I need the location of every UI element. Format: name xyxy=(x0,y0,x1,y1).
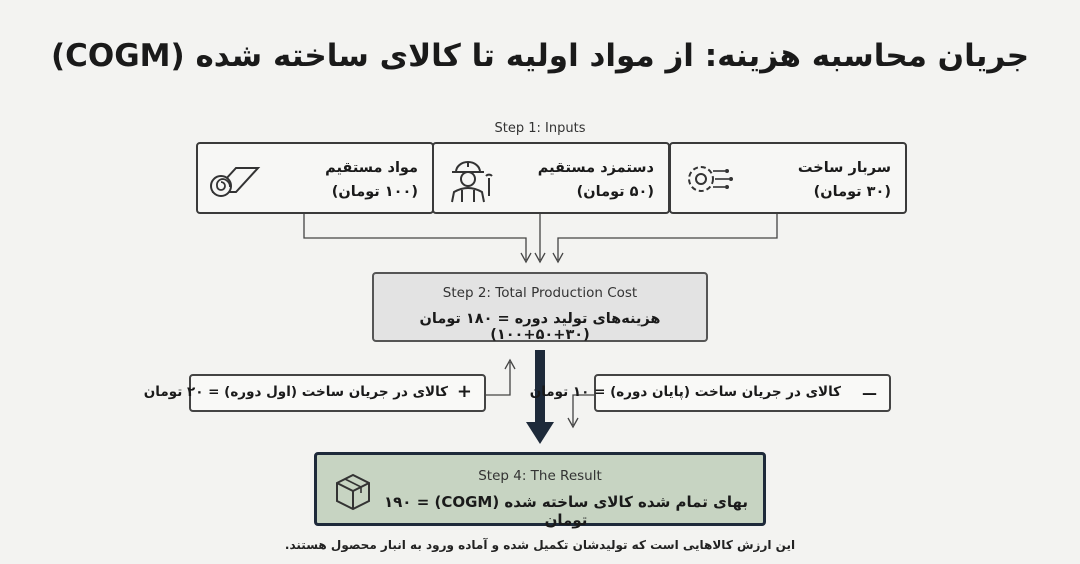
input-box-labor xyxy=(432,142,670,214)
input-name-overhead: سربار ساخت xyxy=(797,160,891,176)
worker-icon xyxy=(442,154,498,204)
step2-box xyxy=(372,272,708,342)
input-name-labor: دستمزد مستقیم xyxy=(537,160,654,176)
box-icon xyxy=(331,469,375,513)
input-amount-labor: (۵۰ تومان) xyxy=(576,184,654,200)
paper-roll-icon xyxy=(206,154,262,204)
wip-end-box xyxy=(529,374,891,412)
wip-end-text: کالای در جریان ساخت (پایان دوره) = ۱۰ تومان xyxy=(529,384,841,400)
page-title: جریان محاسبه هزینه: از مواد اولیه تا کالای ساخته شده (COGM) xyxy=(50,38,1030,74)
input-name-materials: مواد مستقیم xyxy=(325,160,418,176)
wip-begin-box xyxy=(143,374,486,412)
step2-label: Step 2: Total Production Cost xyxy=(442,285,638,301)
input-box-overhead xyxy=(669,142,907,214)
plus-icon: + xyxy=(456,381,472,402)
wip-begin-text: کالای در جریان ساخت (اول دوره) = ۲۰ تومان xyxy=(143,384,448,400)
input-amount-materials: (۱۰۰ تومان) xyxy=(331,184,418,200)
input-amount-overhead: (۳۰ تومان) xyxy=(813,184,891,200)
connector-overhead xyxy=(558,214,777,260)
connector-materials xyxy=(304,214,526,260)
step2-formula: هزینه‌های تولید دوره = ۱۸۰ تومان (۳۰+۵۰+۱۰۰) xyxy=(419,311,661,343)
minus-icon: — xyxy=(862,384,877,402)
step4-label: Step 4: The Result xyxy=(478,468,602,484)
footer-note: این ارزش کالاهایی است که تولیدشان تکمیل شده و آماده ورود به انبار محصول هستند. xyxy=(284,538,796,552)
main-arrow-head xyxy=(526,422,554,444)
input-box-materials xyxy=(196,142,434,214)
step4-box xyxy=(314,452,766,529)
step1-label: Step 1: Inputs xyxy=(494,121,586,136)
gear-circuit-icon xyxy=(679,154,735,204)
step4-formula: بهای تمام شده کالای ساخته شده (COGM) = ۱۹۰ تومان xyxy=(384,493,748,529)
